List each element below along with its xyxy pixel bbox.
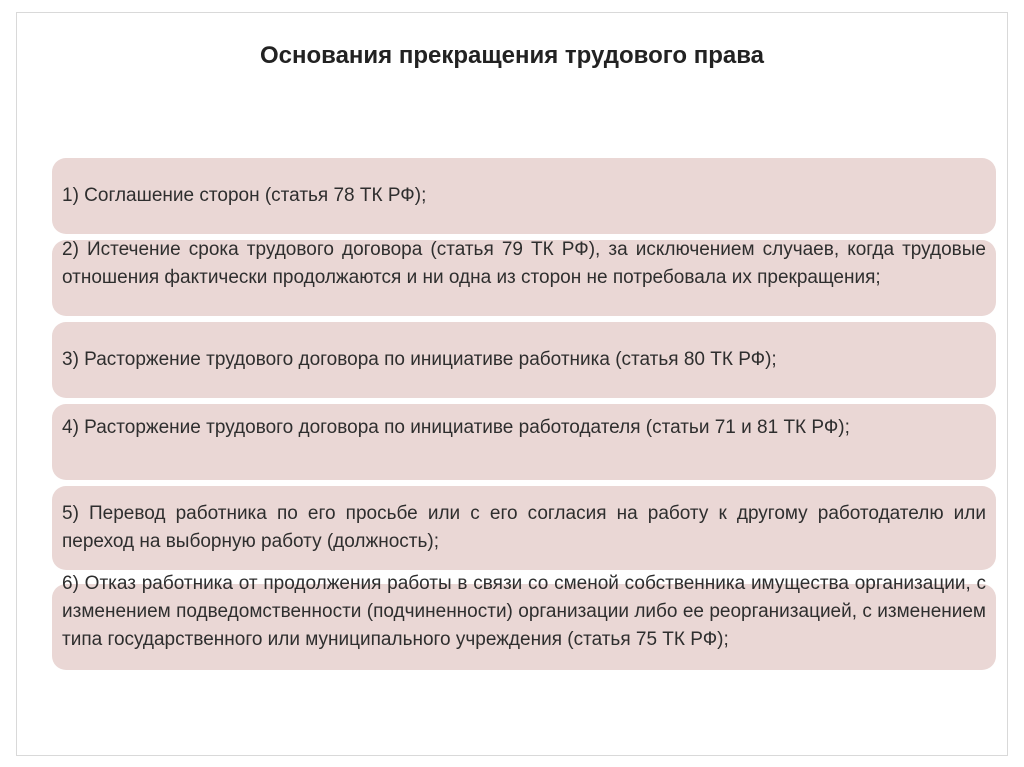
page-title: Основания прекращения трудового права [259, 42, 765, 69]
list-item-2: 2) Истечение срока трудового договора (статья 79 ТК РФ), за исключением случаев, когда трудовые отношения фактически продолжаются и ни одна из сторон не потребовала их прекращения; [62, 239, 986, 288]
list-item-1: 1) Соглашение сторон (статья 78 ТК РФ); [62, 185, 427, 206]
list-item-6: 6) Отказ работника от продолжения работы в связи со сменой собственника имущества организации, с изменением подведомственности (подчиненности) организации либо ее реорганизацией, с изменением типа государственного или муниципального учреждения (статья 75 ТК РФ); [62, 573, 986, 650]
list-item-4: 4) Расторжение трудового договора по инициативе работодателя (статьи 71 и 81 ТК РФ); [62, 417, 850, 438]
list-item-3: 3) Расторжение трудового договора по инициативе работника (статья 80 ТК РФ); [62, 349, 777, 370]
list-item-5: 5) Перевод работника по его просьбе или с его согласия на работу к другому работодателю или переход на выборную работу (должность); [62, 503, 986, 552]
